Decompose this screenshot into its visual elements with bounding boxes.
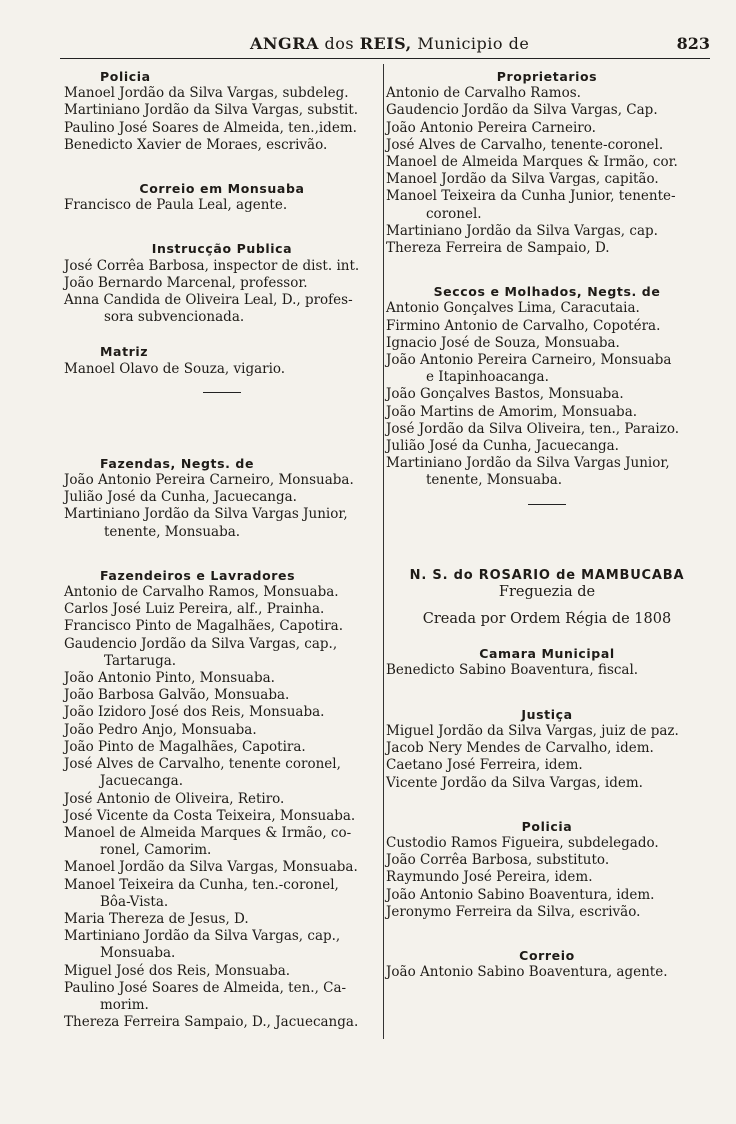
list-item: Paulino José Soares de Almeida, ten.,idem.: [64, 119, 357, 136]
list-item: tenente, Monsuaba.: [426, 472, 563, 489]
list-item: Julião José da Cunha, Jacuecanga.: [386, 438, 619, 455]
policia-list: [64, 85, 380, 154]
list-item: Tartaruga.: [104, 652, 177, 669]
list-item: Antonio Gonçalves Lima, Caracutaia.: [386, 300, 640, 317]
camara-heading: Camara Municipal: [479, 646, 615, 662]
proprietarios-heading: Proprietarios: [496, 69, 598, 84]
right-column: [386, 68, 708, 981]
creada-subtitle: Creada por Ordem Régia de 1808: [422, 611, 672, 628]
list-item: Maria Thereza de Jesus, D.: [64, 910, 249, 927]
list-item: Antonio de Carvalho Ramos.: [386, 85, 581, 102]
list-item: João Antonio Pereira Carneiro.: [386, 119, 596, 136]
list-item: José Alves de Carvalho, tenente coronel,: [64, 756, 341, 773]
list-item: Antonio de Carvalho Ramos, Monsuaba.: [64, 584, 339, 601]
list-item: José Jordão da Silva Oliveira, ten., Paraizo.: [386, 420, 680, 437]
list-item: Carlos José Luiz Pereira, alf., Prainha.: [64, 601, 325, 618]
list-item: Jacuecanga.: [100, 773, 183, 790]
list-item: Martiniano Jordão da Silva Vargas, substit.: [64, 102, 359, 119]
list-item: coronel.: [426, 205, 482, 222]
list-item: Manoel Jordão da Silva Vargas, Monsuaba.: [64, 859, 358, 876]
list-item: Gaudencio Jordão da Silva Vargas, cap.,: [64, 635, 338, 652]
instrucao-heading: Instrucção Publica: [151, 241, 293, 257]
list-item: João Antonio Pereira Carneiro, Monsuaba.: [64, 472, 354, 489]
list-item: Manoel Olavo de Souza, vigario.: [64, 360, 286, 377]
list-item: José Corrêa Barbosa, inspector de dist. int.: [64, 257, 360, 274]
list-item: Miguel Jordão da Silva Vargas, juiz de paz.: [386, 722, 679, 739]
fazendas-heading: Fazendas, Negts. de: [100, 455, 255, 471]
list-item: João Gonçalves Bastos, Monsuaba.: [386, 386, 624, 403]
freguezia-subtitle: Freguezia de: [498, 583, 596, 600]
header-rule: [60, 58, 710, 59]
list-item: Francisco de Paula Leal, agente.: [64, 197, 288, 214]
list-item: Benedicto Xavier de Moraes, escrivão.: [64, 136, 328, 153]
title-angra: ANGRA: [250, 34, 319, 53]
list-item: Francisco Pinto de Magalhães, Capotira.: [64, 618, 344, 635]
list-item: José Vicente da Costa Teixeira, Monsuaba.: [64, 807, 356, 824]
list-item: Julião José da Cunha, Jacuecanga.: [64, 489, 297, 506]
left-column: [64, 68, 380, 1031]
justica-heading: Justiça: [521, 706, 573, 722]
list-item: Raymundo José Pereira, idem.: [386, 869, 593, 886]
policia-heading: Policia: [100, 69, 151, 84]
list-item: Martiniano Jordão da Silva Vargas Junior,: [386, 455, 670, 472]
list-item: Manoel de Almeida Marques & Irmão, cor.: [386, 154, 678, 171]
list-item: Gaudencio Jordão da Silva Vargas, Cap.: [386, 102, 658, 119]
list-item: João Antonio Sabino Boaventura, idem.: [386, 886, 655, 903]
list-item: João Corrêa Barbosa, substituto.: [386, 852, 610, 869]
policia-mambucaba-heading: Policia: [521, 818, 573, 834]
list-item: ronel, Camorim.: [100, 842, 212, 859]
list-item: e Itapinhoacanga.: [426, 369, 549, 386]
list-item: sora subvencionada.: [104, 309, 245, 326]
page-title: [250, 34, 529, 53]
list-item: João Pedro Anjo, Monsuaba.: [64, 721, 257, 738]
list-item: tenente, Monsuaba.: [104, 523, 241, 540]
list-item: Manoel Teixeira da Cunha, ten.-coronel,: [64, 876, 339, 893]
fazendeiros-heading: Fazendeiros e Lavradores: [100, 567, 296, 583]
title-reis: REIS,: [359, 34, 412, 53]
list-item: Monsuaba.: [100, 945, 176, 962]
correio-mambucaba-heading: Correio: [519, 947, 575, 963]
correio-monsuaba-heading: Correio em Monsuaba: [139, 181, 305, 197]
page-number: 823: [676, 34, 710, 53]
list-item: Martiniano Jordão da Silva Vargas, cap.: [386, 222, 658, 239]
list-item: José Alves de Carvalho, tenente-coronel.: [386, 136, 664, 153]
list-item: João Antonio Sabino Boaventura, agente.: [386, 964, 668, 981]
list-item: Martiniano Jordão da Silva Vargas, cap.,: [64, 928, 341, 945]
list-item: Miguel José dos Reis, Monsuaba.: [64, 962, 291, 979]
list-item: Ignacio José de Souza, Monsuaba.: [386, 334, 620, 351]
list-item: Vicente Jordão da Silva Vargas, idem.: [386, 774, 643, 791]
list-item: Firmino Antonio de Carvalho, Copotéra.: [386, 317, 661, 334]
list-item: Jacob Nery Mendes de Carvalho, idem.: [386, 740, 654, 757]
page-header: [60, 30, 710, 60]
list-item: Paulino José Soares de Almeida, ten., Ca-: [64, 979, 347, 996]
list-item: Manoel de Almeida Marques & Irmão, co-: [64, 824, 352, 841]
list-item: Thereza Ferreira Sampaio, D., Jacuecanga.: [64, 1014, 359, 1031]
list-item: Custodio Ramos Figueira, subdelegado.: [386, 834, 659, 851]
list-item: João Martins de Amorim, Monsuaba.: [386, 403, 638, 420]
title-municipio: Municipio de: [417, 34, 530, 53]
list-item: Thereza Ferreira de Sampaio, D.: [386, 240, 610, 257]
list-item: Manoel Teixeira da Cunha Junior, tenente-: [386, 188, 676, 205]
list-item: José Antonio de Oliveira, Retiro.: [64, 790, 285, 807]
list-item: João Izidoro José dos Reis, Monsuaba.: [64, 704, 325, 721]
list-item: Caetano José Ferreira, idem.: [386, 757, 583, 774]
list-item: João Pinto de Magalhães, Capotira.: [64, 738, 306, 755]
column-divider: [383, 64, 384, 1039]
list-item: Martiniano Jordão da Silva Vargas Junior,: [64, 506, 348, 523]
matriz-heading: Matriz: [100, 344, 149, 360]
list-item: João Antonio Pinto, Monsuaba.: [64, 670, 275, 687]
list-item: Manoel Jordão da Silva Vargas, capitão.: [386, 171, 659, 188]
list-item: Manoel Jordão da Silva Vargas, subdeleg.: [64, 85, 349, 102]
seccos-heading: Seccos e Molhados, Negts. de: [433, 284, 661, 300]
list-item: Jeronymo Ferreira da Silva, escrivão.: [386, 903, 641, 920]
section-rule: [203, 392, 241, 393]
list-item: Benedicto Sabino Boaventura, fiscal.: [386, 662, 639, 679]
list-item: João Antonio Pereira Carneiro, Monsuaba: [386, 352, 672, 369]
list-item: João Barbosa Galvão, Monsuaba.: [64, 687, 290, 704]
list-item: Bôa-Vista.: [100, 893, 169, 910]
list-item: João Bernardo Marcenal, professor.: [64, 274, 308, 291]
list-item: Anna Candida de Oliveira Leal, D., profes-: [64, 292, 353, 309]
title-dos: dos: [324, 34, 355, 53]
mambucaba-section-title: N. S. do ROSARIO de MAMBUCABA: [409, 567, 685, 583]
list-item: morim.: [100, 996, 149, 1013]
section-rule: [528, 504, 566, 505]
